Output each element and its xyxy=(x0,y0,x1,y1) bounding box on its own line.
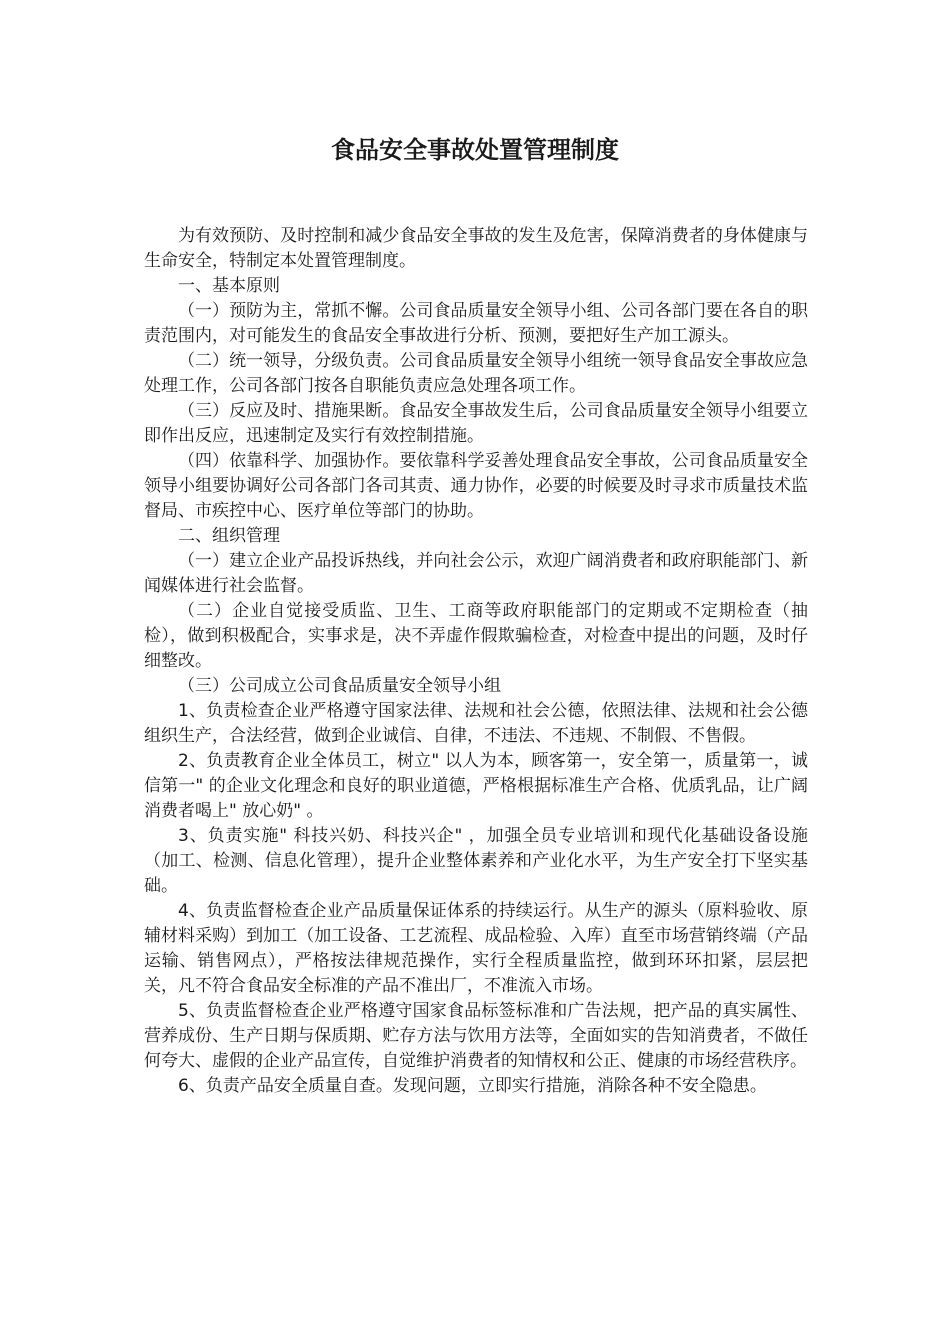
list-item: 3、负责实施" 科技兴奶、科技兴企" ，加强全员专业培训和现代化基础设备设施（加工、检测、信息化管理），提升企业整体素养和产业化水平，为生产安全打下坚实基础。 xyxy=(144,826,808,896)
list-item: 2、负责教育企业全体员工，树立" 以人为本，顾客第一，安全第一，质量第一，诚信第一" 的企业文化理念和良好的职业道德，严格根据标准生产合格、优质乳品，让广阔消费者喝上" 放心奶" 。 xyxy=(144,751,808,821)
subsection-heading: （三）公司成立公司食品质量安全领导小组 xyxy=(178,676,501,696)
section-heading-organization: 二、组织管理 xyxy=(178,526,280,546)
section-heading-basic-principles: 一、基本原则 xyxy=(178,276,280,296)
paragraph: （二）统一领导，分级负责。公司食品质量安全领导小组统一领导食品安全事故应急处理工作，公司各部门按各自职能负责应急处理各项工作。 xyxy=(144,351,808,396)
document-title: 食品安全事故处置管理制度 xyxy=(331,136,619,164)
list-item: 6、负责产品安全质量自查。发现问题，立即实行措施，消除各种不安全隐患。 xyxy=(178,1076,767,1096)
paragraph: （三）反应及时、措施果断。食品安全事故发生后，公司食品质量安全领导小组要立即作出反应，迅速制定及实行有效控制措施。 xyxy=(144,401,808,446)
paragraph: （四）依靠科学、加强协作。要依靠科学妥善处理食品安全事故，公司食品质量安全领导小组要协调好公司各部门各司其责、通力协作，必要的时候要及时寻求市质量技术监督局、市疾控中心、医疗单位等部门的协助。 xyxy=(144,451,808,521)
list-item: 1、负责检查企业严格遵守国家法律、法规和社会公德，依照法律、法规和社会公德组织生产，合法经营，做到企业诚信、自律，不违法、不违规、不制假、不售假。 xyxy=(144,701,808,746)
document-body xyxy=(144,224,808,1099)
list-item: 4、负责监督检查企业产品质量保证体系的持续运行。从生产的源头（原料验收、原辅材料采购）到加工（加工设备、工艺流程、成品检验、入库）直至市场营销终端（产品运输、销售网点），严格按法律规范操作，实行全程质量监控，做到环环扣紧，层层把关，凡不符合食品安全标准的产品不准出厂，不准流入市场。 xyxy=(144,901,808,996)
list-item: 5、负责监督检查企业严格遵守国家食品标签标准和广告法规，把产品的真实属性、营养成份、生产日期与保质期、贮存方法与饮用方法等，全面如实的告知消费者，不做任何夸大、虚假的企业产品宣传，自觉维护消费者的知情权和公正、健康的市场经营秩序。 xyxy=(144,1001,808,1071)
paragraph: （二）企业自觉接受质监、卫生、工商等政府职能部门的定期或不定期检查（抽检），做到积极配合，实事求是，决不弄虚作假欺骗检查，对检查中提出的问题，及时仔细整改。 xyxy=(144,601,808,671)
paragraph: （一）预防为主，常抓不懈。公司食品质量安全领导小组、公司各部门要在各自的职责范围内，对可能发生的食品安全事故进行分析、预测，要把好生产加工源头。 xyxy=(144,301,808,346)
paragraph: （一）建立企业产品投诉热线，并向社会公示，欢迎广阔消费者和政府职能部门、新闻媒体进行社会监督。 xyxy=(144,551,808,596)
intro-paragraph: 为有效预防、及时控制和减少食品安全事故的发生及危害，保障消费者的身体健康与生命安全，特制定本处置管理制度。 xyxy=(144,226,808,271)
